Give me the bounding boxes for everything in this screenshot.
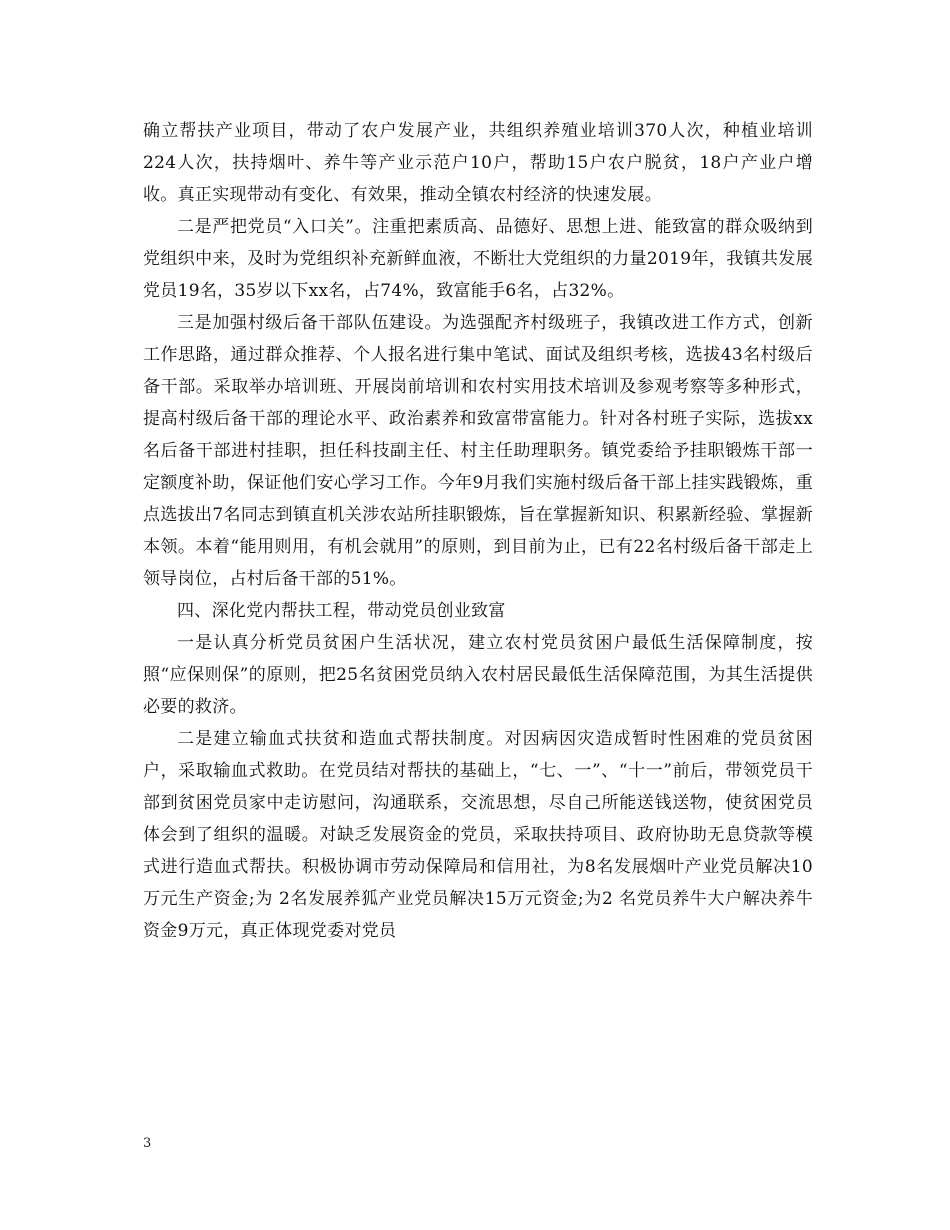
paragraph-1: 确立帮扶产业项目，带动了农户发展产业，共组织养殖业培训370人次，种植业培训224人次，扶持烟叶、养牛等产业示范户10户，帮助15户农户脱贫，18户产业户增收。真正实现带动有变化、有效果，推动全镇农村经济的快速发展。: [143, 121, 813, 205]
paragraph-6: 二是建立输血式扶贫和造血式帮扶制度。对因病因灾造成暂时性困难的党员贫困户，采取输血式救助。在党员结对帮扶的基础上，“七、一”、“十一”前后，带领党员干部到贫困党员家中走访慰问，沟通联系，交流思想，尽自己所能送钱送物，使贫困党员体会到了组织的温暖。对缺乏发展资金的党员，采取扶持项目、政府协助无息贷款等模式进行造血式帮扶。积极协调市劳动保障局和信用社，为8名发展烟叶产业党员解决10万元生产资金;为 2名发展养狐产业党员解决15万元资金;为2 名党员养牛大户解决养牛资金9万元，真正体现党委对党员: [143, 729, 813, 941]
page-number: 3: [143, 1136, 152, 1151]
paragraph-2: 二是严把党员“入口关”。注重把素质高、品德好、思想上进、能致富的群众吸纳到党组织中来，及时为党组织补充新鲜血液，不断壮大党组织的力量2019年，我镇共发展党员19名，35岁以下xx名，占74%，致富能手6名，占32%。: [143, 217, 813, 301]
body-text: [143, 115, 813, 947]
paragraph-5: 一是认真分析党员贫困户生活状况，建立农村党员贫困户最低生活保障制度，按照“应保则保”的原则，把25名贫困党员纳入农村居民最低生活保障范围，为其生活提供必要的救济。: [143, 633, 813, 717]
section-heading: 四、深化党内帮扶工程，带动党员创业致富: [177, 601, 506, 621]
paragraph-3: 三是加强村级后备干部队伍建设。为选强配齐村级班子，我镇改进工作方式，创新工作思路，通过群众推荐、个人报名进行集中笔试、面试及组织考核，选拔43名村级后备干部。采取举办培训班、开展岗前培训和农村实用技术培训及参观考察等多种形式，提高村级后备干部的理论水平、政治素养和致富带富能力。针对各村班子实际，选拔xx名后备干部进村挂职，担任科技副主任、村主任助理职务。镇党委给予挂职锻炼干部一定额度补助，保证他们安心学习工作。今年9月我们实施村级后备干部上挂实践锻炼，重点选拔出7名同志到镇直机关涉农站所挂职锻炼，旨在掌握新知识、积累新经验、掌握新本领。本着“能用则用，有机会就用”的原则，到目前为止，已有22名村级后备干部走上领导岗位，占村后备干部的51%。: [143, 313, 813, 589]
